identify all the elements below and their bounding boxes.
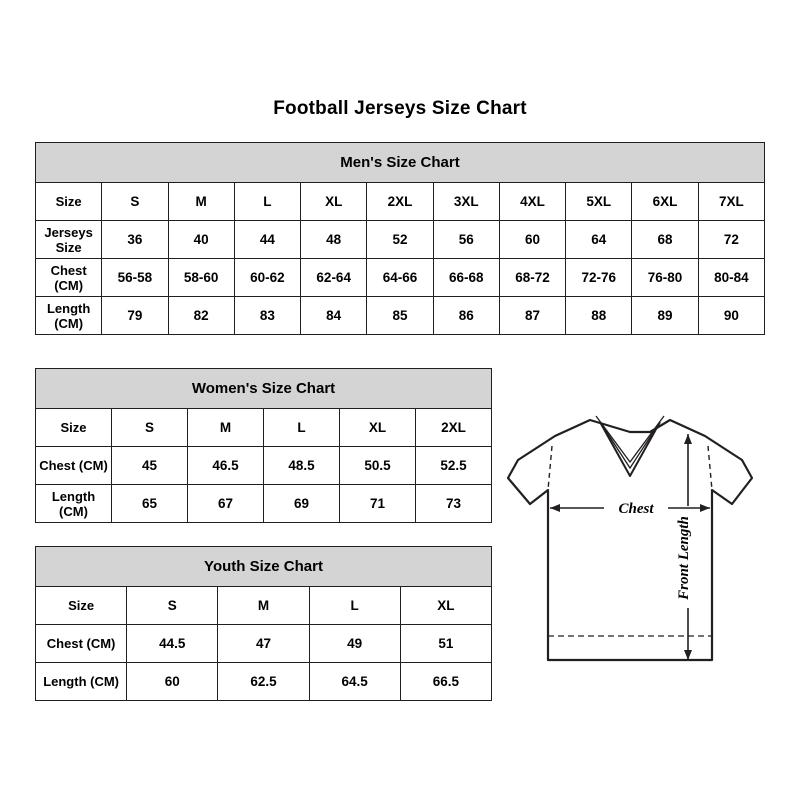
table-cell: 44: [234, 221, 300, 259]
table-cell: 36: [102, 221, 168, 259]
table-cell: 60-62: [234, 259, 300, 297]
table-cell: 72-76: [566, 259, 632, 297]
youth-size-chart-table: [35, 546, 492, 701]
table-cell: XL: [301, 183, 367, 221]
table-cell: 4XL: [499, 183, 565, 221]
table-cell: S: [112, 409, 188, 447]
table-cell: XL: [400, 587, 491, 625]
table-cell: 73: [416, 485, 492, 523]
table-cell: 64.5: [309, 663, 400, 701]
table-row: [36, 183, 765, 221]
shirt-collar-inner: [596, 416, 664, 462]
table-cell: 64-66: [367, 259, 433, 297]
table-cell: 58-60: [168, 259, 234, 297]
table-cell: M: [188, 409, 264, 447]
row-label: Chest (CM): [36, 625, 127, 663]
table-row: [36, 447, 492, 485]
table-row: [36, 409, 492, 447]
table-cell: 48.5: [264, 447, 340, 485]
table-cell: 49: [309, 625, 400, 663]
length-arrow-top: [684, 434, 692, 444]
mens-size-chart-table: [35, 142, 765, 335]
table-cell: 60: [499, 221, 565, 259]
table-cell: M: [168, 183, 234, 221]
table-cell: XL: [340, 409, 416, 447]
table-cell: 48: [301, 221, 367, 259]
table-cell: 7XL: [698, 183, 764, 221]
row-label: Size: [36, 587, 127, 625]
table-cell: 44.5: [127, 625, 218, 663]
table-cell: 64: [566, 221, 632, 259]
table-cell: 82: [168, 297, 234, 335]
table-cell: 72: [698, 221, 764, 259]
table-cell: 86: [433, 297, 499, 335]
mens-chart-header: Men's Size Chart: [36, 143, 765, 183]
table-cell: 46.5: [188, 447, 264, 485]
table-cell: 40: [168, 221, 234, 259]
shirt-left-sleeve-seam: [548, 446, 552, 490]
table-row: [36, 297, 765, 335]
table-cell: 66.5: [400, 663, 491, 701]
table-header-row: [36, 369, 492, 409]
table-header-row: [36, 143, 765, 183]
row-label: Chest (CM): [36, 447, 112, 485]
table-cell: 87: [499, 297, 565, 335]
table-cell: 52.5: [416, 447, 492, 485]
chest-arrow-right: [700, 504, 710, 512]
table-cell: S: [102, 183, 168, 221]
row-label: Size: [36, 409, 112, 447]
table-cell: 83: [234, 297, 300, 335]
table-cell: 71: [340, 485, 416, 523]
shirt-right-sleeve-seam: [708, 446, 712, 490]
table-cell: 3XL: [433, 183, 499, 221]
table-cell: M: [218, 587, 309, 625]
table-row: [36, 259, 765, 297]
chest-measure-label: Chest: [618, 501, 654, 517]
table-row: [36, 221, 765, 259]
table-cell: 88: [566, 297, 632, 335]
row-label: Length (CM): [36, 485, 112, 523]
table-cell: 68-72: [499, 259, 565, 297]
table-cell: 6XL: [632, 183, 698, 221]
row-label: Length (CM): [36, 297, 102, 335]
row-label: Size: [36, 183, 102, 221]
womens-chart-header: Women's Size Chart: [36, 369, 492, 409]
front-length-measure-label: Front Length: [676, 516, 692, 600]
table-cell: 62-64: [301, 259, 367, 297]
table-row: [36, 485, 492, 523]
table-row: [36, 663, 492, 701]
tshirt-icon: [500, 398, 780, 698]
shirt-outline: [508, 420, 752, 660]
table-row: [36, 625, 492, 663]
table-cell: 68: [632, 221, 698, 259]
table-cell: 5XL: [566, 183, 632, 221]
table-header-row: [36, 547, 492, 587]
table-cell: 76-80: [632, 259, 698, 297]
table-cell: 69: [264, 485, 340, 523]
row-label: Jerseys Size: [36, 221, 102, 259]
table-cell: S: [127, 587, 218, 625]
table-cell: 79: [102, 297, 168, 335]
chest-arrow-left: [550, 504, 560, 512]
table-cell: 80-84: [698, 259, 764, 297]
length-arrow-bottom: [684, 650, 692, 660]
table-cell: L: [309, 587, 400, 625]
table-cell: 2XL: [416, 409, 492, 447]
table-cell: 52: [367, 221, 433, 259]
table-cell: 62.5: [218, 663, 309, 701]
table-cell: 47: [218, 625, 309, 663]
measurement-diagram: [500, 398, 780, 698]
table-cell: 56: [433, 221, 499, 259]
table-cell: 56-58: [102, 259, 168, 297]
row-label: Chest (CM): [36, 259, 102, 297]
table-row: [36, 587, 492, 625]
page-title: Football Jerseys Size Chart: [273, 98, 527, 119]
row-label: Length (CM): [36, 663, 127, 701]
table-cell: 2XL: [367, 183, 433, 221]
table-cell: 85: [367, 297, 433, 335]
table-cell: 65: [112, 485, 188, 523]
table-cell: 45: [112, 447, 188, 485]
table-cell: L: [264, 409, 340, 447]
table-cell: L: [234, 183, 300, 221]
table-cell: 50.5: [340, 447, 416, 485]
womens-size-chart-table: [35, 368, 492, 523]
table-cell: 90: [698, 297, 764, 335]
table-cell: 84: [301, 297, 367, 335]
table-cell: 60: [127, 663, 218, 701]
youth-chart-header: Youth Size Chart: [36, 547, 492, 587]
table-cell: 51: [400, 625, 491, 663]
table-cell: 67: [188, 485, 264, 523]
table-cell: 66-68: [433, 259, 499, 297]
table-cell: 89: [632, 297, 698, 335]
